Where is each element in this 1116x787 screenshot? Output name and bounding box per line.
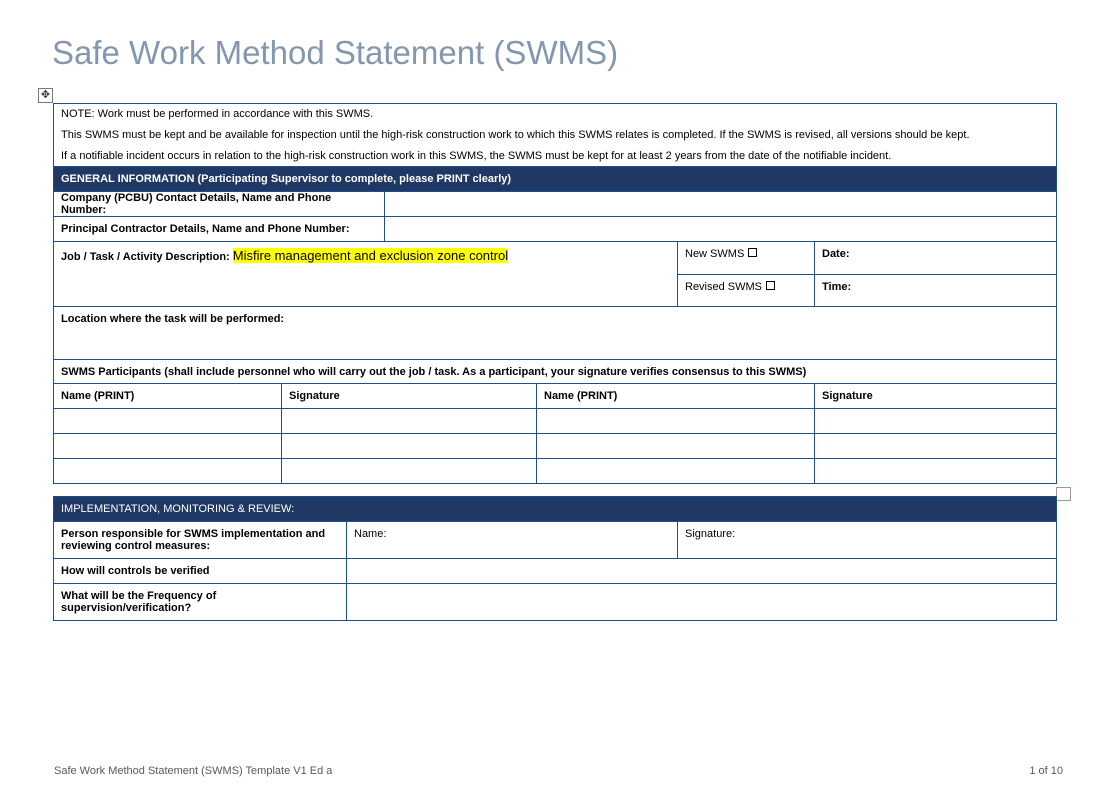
controls-verified-field[interactable]: [347, 559, 1057, 584]
job-description-value: Misfire management and exclusion zone control: [232, 248, 509, 263]
revised-swms-option[interactable]: Revised SWMS: [678, 275, 815, 307]
participant-signature-cell[interactable]: [815, 434, 1057, 459]
time-field[interactable]: Time:: [815, 275, 1057, 307]
participant-name-cell[interactable]: [54, 434, 282, 459]
principal-contractor-field[interactable]: [385, 217, 1057, 242]
footer-document-name: Safe Work Method Statement (SWMS) Template V1 Ed a: [54, 765, 333, 777]
table-row: [54, 459, 1057, 484]
table-row: [54, 434, 1057, 459]
table-row: [54, 409, 1057, 434]
frequency-label: What will be the Frequency of supervision/verification?: [54, 584, 347, 621]
responsible-signature-field[interactable]: Signature:: [678, 522, 1057, 559]
frequency-field[interactable]: [347, 584, 1057, 621]
column-header-signature-1: Signature: [282, 384, 537, 409]
column-header-name-1: Name (PRINT): [54, 384, 282, 409]
table-resize-handle-icon[interactable]: [1056, 487, 1071, 501]
principal-contractor-label: Principal Contractor Details, Name and Phone Number:: [54, 217, 385, 242]
person-responsible-label: Person responsible for SWMS implementation and reviewing control measures:: [54, 522, 347, 559]
controls-verified-label: How will controls be verified: [54, 559, 347, 584]
footer-page-number: 1 of 10: [1029, 765, 1063, 777]
note-line-3: If a notifiable incident occurs in relation to the high-risk construction work in this SWMS, the SWMS must be kept for at least 2 years from the date of the notifiable incident.: [54, 146, 1057, 167]
note-line-1: NOTE: Work must be performed in accordance with this SWMS.: [54, 104, 1057, 125]
new-swms-option[interactable]: New SWMS: [678, 242, 815, 275]
page-title: Safe Work Method Statement (SWMS): [52, 34, 619, 71]
job-description-label: Job / Task / Activity Description:: [61, 251, 230, 263]
company-label: Company (PCBU) Contact Details, Name and Phone Number:: [54, 192, 385, 217]
general-info-table: [53, 103, 1057, 484]
participant-name-cell[interactable]: [537, 459, 815, 484]
table-move-handle-icon[interactable]: ✥: [38, 88, 53, 103]
participants-label: SWMS Participants (shall include personnel who will carry out the job / task. As a participant, your signature verifies consensus to this SWMS): [54, 360, 1057, 384]
participant-name-cell[interactable]: [54, 409, 282, 434]
participant-signature-cell[interactable]: [282, 459, 537, 484]
participant-name-cell[interactable]: [537, 434, 815, 459]
participant-signature-cell[interactable]: [815, 409, 1057, 434]
participant-name-cell[interactable]: [54, 459, 282, 484]
company-field[interactable]: [385, 192, 1057, 217]
date-field[interactable]: Date:: [815, 242, 1057, 275]
responsible-name-field[interactable]: Name:: [347, 522, 678, 559]
participant-name-cell[interactable]: [537, 409, 815, 434]
implementation-table: [53, 496, 1057, 621]
column-header-signature-2: Signature: [815, 384, 1057, 409]
location-field[interactable]: Location where the task will be performed:: [54, 307, 1057, 360]
column-header-name-2: Name (PRINT): [537, 384, 815, 409]
revised-swms-checkbox[interactable]: [766, 281, 775, 290]
note-line-2: This SWMS must be kept and be available for inspection until the high-risk construction work to which this SWMS relates is completed. If the SWMS is revised, all versions should be kept.: [54, 125, 1057, 146]
implementation-heading: IMPLEMENTATION, MONITORING & REVIEW:: [54, 497, 1057, 522]
new-swms-checkbox[interactable]: [748, 248, 757, 257]
participant-signature-cell[interactable]: [815, 459, 1057, 484]
participant-signature-cell[interactable]: [282, 434, 537, 459]
participant-signature-cell[interactable]: [282, 409, 537, 434]
job-description-cell[interactable]: [54, 242, 678, 307]
general-info-heading: GENERAL INFORMATION (Participating Supervisor to complete, please PRINT clearly): [54, 167, 1057, 192]
